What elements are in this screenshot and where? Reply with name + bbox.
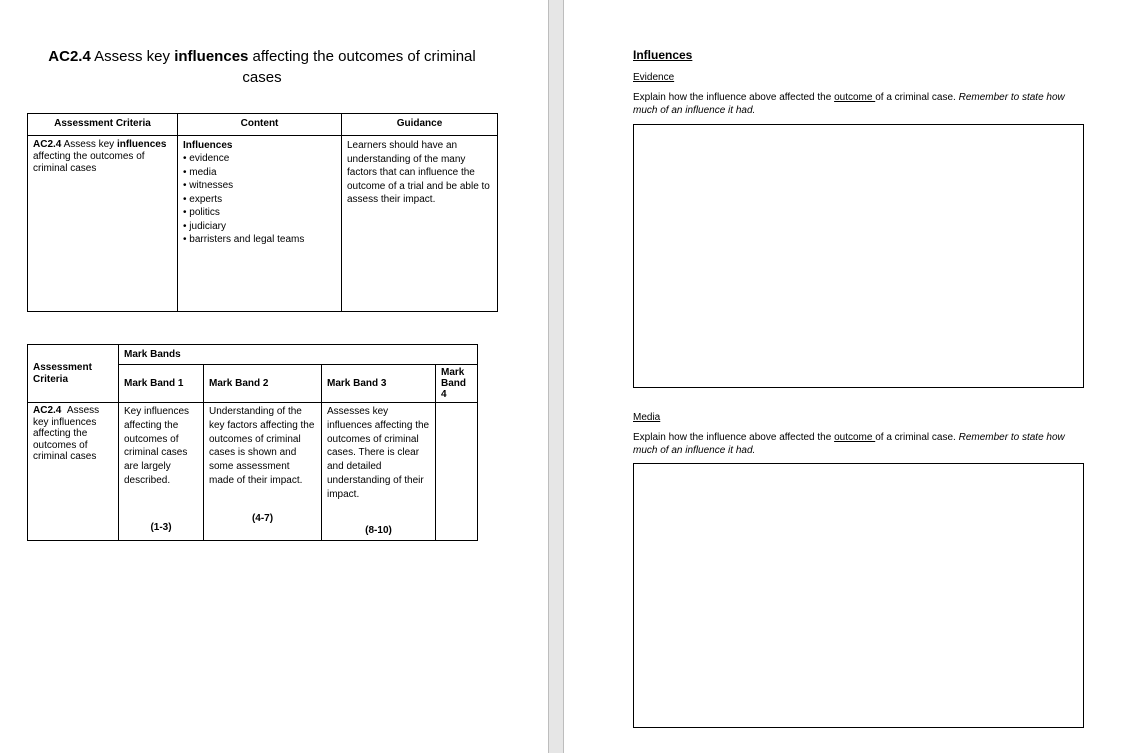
media-answer-box[interactable] bbox=[633, 463, 1084, 728]
guidance-text: Learners should have an understanding of the many factors that can influence the outcome of a trial and be able to assess their impact. bbox=[347, 140, 490, 205]
header-cell-mark-bands: Mark Bands bbox=[119, 345, 478, 365]
evidence-answer-box[interactable] bbox=[633, 124, 1084, 388]
criteria-table-body-row bbox=[28, 136, 498, 312]
media-prompt: Explain how the influence above affected the outcome of a criminal case. Remember to state how much of an influence it had. bbox=[633, 432, 1065, 456]
mark-band-3-description: Assesses key influences affecting the outcomes of criminal cases. There is clear and detailed understanding of their impact. bbox=[327, 406, 430, 500]
header-cell-mark-band-3: Mark Band 3 bbox=[322, 365, 436, 403]
criteria-text: AC2.4 Assess key influences affecting the outcomes of criminal cases bbox=[33, 405, 100, 462]
guidance-cell bbox=[342, 136, 498, 312]
mark-bands-table bbox=[27, 344, 478, 541]
influences-heading: Influences bbox=[633, 48, 693, 62]
mark-band-4-cell bbox=[436, 403, 478, 541]
mark-band-2-marks: (4-7) bbox=[251, 513, 274, 524]
assessment-criteria-text: AC2.4 Assess key influences affecting the outcomes of criminal cases bbox=[33, 139, 167, 174]
assessment-criteria-table bbox=[27, 113, 498, 312]
header-cell-assessment-criteria: Assessment Criteria bbox=[28, 114, 178, 136]
mark-band-2-description: Understanding of the key factors affecting the outcomes of criminal cases is shown and some assessment made of their impact. bbox=[209, 406, 315, 486]
page-gap-separator bbox=[548, 0, 564, 753]
header-cell-mark-band-1: Mark Band 1 bbox=[119, 365, 204, 403]
mark-band-1-description: Key influences affecting the outcomes of criminal cases are largely described. bbox=[124, 406, 190, 486]
mark-band-1-cell bbox=[119, 403, 204, 541]
mark-band-2-cell bbox=[204, 403, 322, 541]
bullet-item: • barristers and legal teams bbox=[183, 234, 305, 245]
header-cell-assessment-criteria: Assessment Criteria bbox=[28, 345, 119, 403]
mark-bands-group-row bbox=[28, 345, 478, 365]
media-section-label: Media bbox=[633, 412, 661, 423]
header-cell-mark-band-4: Mark Band 4 bbox=[436, 365, 478, 403]
header-cell-mark-band-2: Mark Band 2 bbox=[204, 365, 322, 403]
bullet-item: • experts bbox=[183, 193, 223, 205]
bullet-item: • media bbox=[183, 166, 217, 178]
criteria-cell bbox=[28, 403, 119, 541]
header-cell-guidance: Guidance bbox=[342, 114, 498, 136]
mark-band-3-cell bbox=[322, 403, 436, 541]
content-bullet-list bbox=[183, 152, 336, 247]
header-cell-content: Content bbox=[178, 114, 342, 136]
bullet-item: • politics bbox=[183, 207, 220, 218]
content-cell bbox=[178, 136, 342, 312]
bullet-item: • witnesses bbox=[183, 180, 234, 191]
evidence-prompt: Explain how the influence above affected the outcome of a criminal case. Remember to state how much of an influence it had. bbox=[633, 92, 1065, 116]
bullet-item: • judiciary bbox=[183, 220, 226, 232]
assessment-criteria-cell bbox=[28, 136, 178, 312]
evidence-section-label: Evidence bbox=[633, 72, 675, 83]
bullet-item: • evidence bbox=[183, 153, 230, 164]
content-heading: Influences bbox=[183, 140, 233, 151]
page-title: AC2.4 Assess key influences affecting the outcomes of criminal cases bbox=[48, 48, 476, 86]
mark-bands-body-row bbox=[28, 403, 478, 541]
criteria-table-header-row bbox=[28, 114, 498, 136]
mark-band-1-marks: (1-3) bbox=[150, 522, 172, 533]
mark-band-3-marks: (8-10) bbox=[365, 525, 392, 536]
